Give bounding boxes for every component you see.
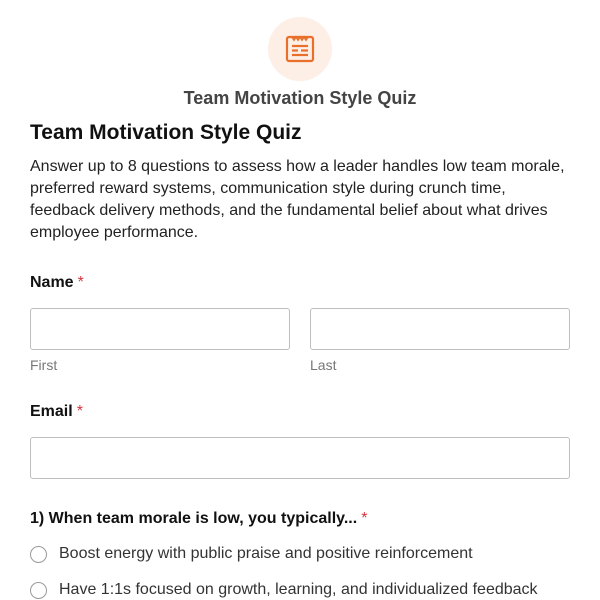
option-label: Have 1:1s focused on growth, learning, and individualized feedback	[59, 581, 538, 598]
name-label	[30, 274, 84, 292]
option-label: Boost energy with public praise and positive reinforcement	[59, 545, 473, 562]
last-name-input[interactable]	[310, 308, 570, 350]
first-name-sublabel: First	[30, 357, 58, 373]
first-name-input[interactable]	[30, 308, 290, 350]
question-1-label	[30, 510, 367, 528]
email-label	[30, 403, 83, 421]
question-1-text: 1) When team morale is low, you typically...	[30, 510, 358, 527]
question-1-option-2[interactable]	[30, 581, 538, 599]
name-label-text: Name	[30, 274, 74, 291]
required-marker: *	[77, 274, 84, 291]
question-1-option-1[interactable]	[30, 545, 473, 563]
form-list-icon	[285, 35, 315, 63]
required-marker: *	[76, 403, 83, 420]
site-title: Team Motivation Style Quiz	[183, 88, 417, 108]
form-description: Answer up to 8 questions to assess how a leader handles low team morale, preferred reward systems, communication style during crunch time, feedback delivery methods, and the fundamental belief about what drives employee performance.	[30, 158, 565, 241]
form-logo	[268, 17, 332, 81]
required-marker: *	[361, 510, 368, 527]
radio-button[interactable]	[30, 546, 47, 563]
email-input[interactable]	[30, 437, 570, 479]
last-name-sublabel: Last	[310, 357, 337, 373]
radio-button[interactable]	[30, 582, 47, 599]
email-label-text: Email	[30, 403, 73, 420]
form-title: Team Motivation Style Quiz	[30, 121, 302, 144]
